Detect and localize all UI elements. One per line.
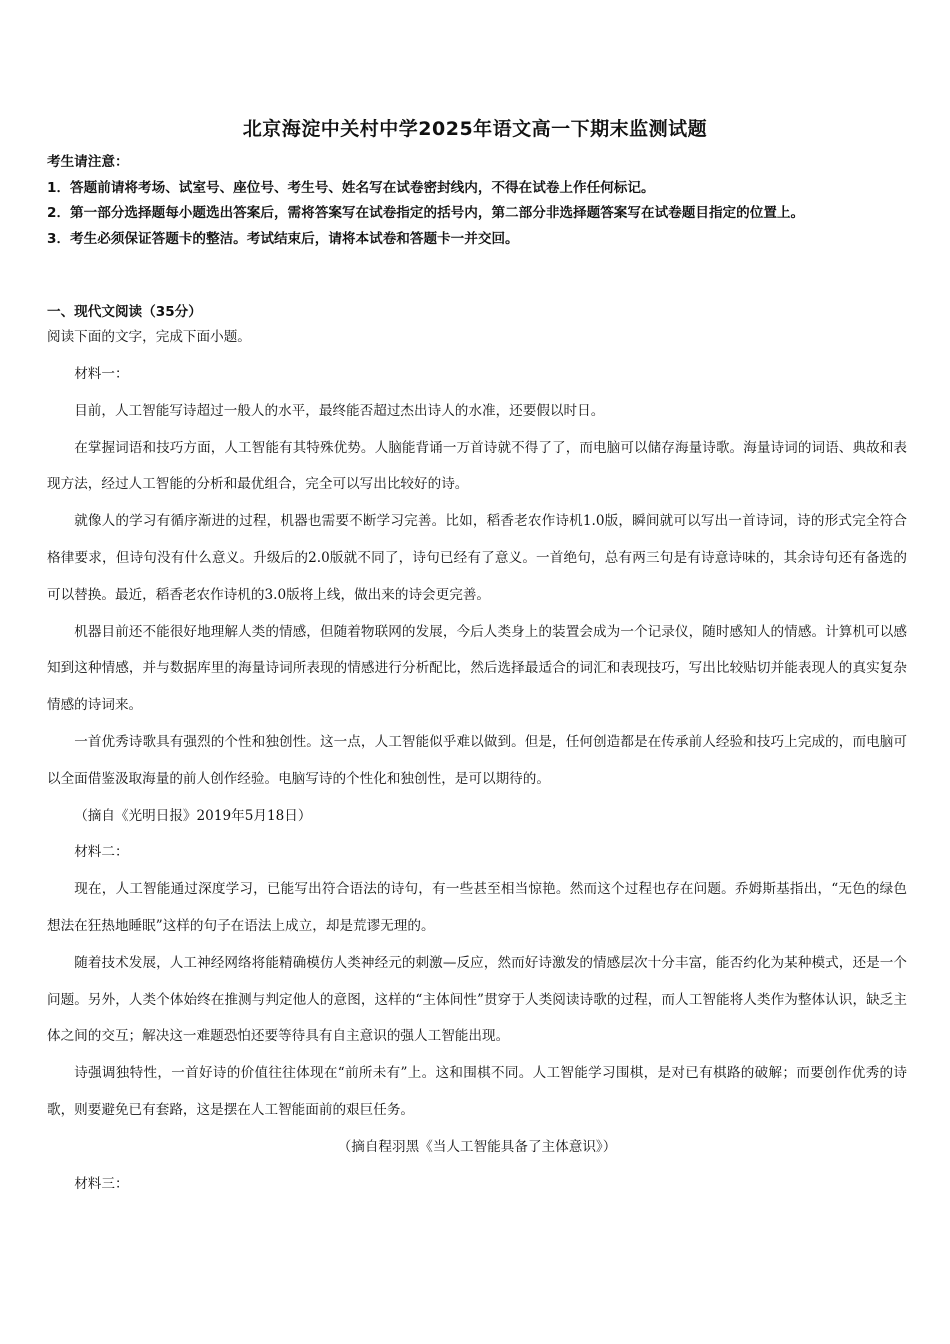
paragraph: 现在，人工智能通过深度学习，已能写出符合语法的诗句，有一些甚至相当惊艳。然而这个过程也存在问题。乔姆斯基指出，“无色的绿色想法在狂热地睡眠”这样的句子在语法上成立，却是荒谬无理的。 — [47, 881, 907, 934]
notice-item: 3．考生必须保证答题卡的整洁。考试结束后，请将本试卷和答题卡一并交回。 — [47, 230, 519, 247]
notice-item: 1．答题前请将考场、试室号、座位号、考生号、姓名写在试卷密封线内，不得在试卷上作任何标记。 — [47, 179, 655, 196]
paragraph: 诗强调独特性，一首好诗的价值往往体现在“前所未有”上。这和围棋不同。人工智能学习围棋，是对已有棋路的破解；而要创作优秀的诗歌，则要避免已有套路，这是摆在人工智能面前的艰巨任务。 — [47, 1065, 907, 1118]
section-instruction: 阅读下面的文字，完成下面小题。 — [47, 329, 251, 345]
paragraph: 机器目前还不能很好地理解人类的情感，但随着物联网的发展，今后人类身上的装置会成为一个记录仪，随时感知人的情感。计算机可以感知到这种情感，并与数据库里的海量诗词所表现的情感进行分析配比，然后选择最适合的词汇和表现技巧，写出比较贴切并能表现人的真实复杂情感的诗词来。 — [47, 623, 907, 714]
source-citation: （摘自《光明日报》2019年5月18日） — [74, 807, 312, 824]
section-title: 一、现代文阅读（35分） — [47, 304, 202, 320]
exam-notice — [47, 150, 907, 252]
material-label: 材料三： — [74, 1175, 129, 1192]
notice-item: 2．第一部分选择题每小题选出答案后，需将答案写在试卷指定的括号内，第二部分非选择题答案写在试卷题目指定的位置上。 — [47, 205, 805, 221]
material-label: 材料一： — [74, 366, 129, 382]
reading-passage — [47, 356, 907, 1202]
paragraph: 随着技术发展，人工神经网络将能精确模仿人类神经元的刺激—反应，然而好诗激发的情感层次十分丰富，能否约化为某种模式，还是一个问题。另外，人类个体始终在推测与判定他人的意图，这样的“主体间性”贯穿于人类阅读诗歌的过程，而人工智能将人类作为整体认识，缺乏主体之间的交互；解决这一难题恐怕还要等待具有自主意识的强人工智能出现。 — [47, 954, 907, 1045]
notice-heading: 考生请注意： — [47, 154, 129, 170]
source-citation: （摘自程羽黑《当人工智能具备了主体意识》） — [337, 1138, 617, 1155]
paragraph: 一首优秀诗歌具有强烈的个性和独创性。这一点，人工智能似乎难以做到。但是，任何创造都是在传承前人经验和技巧上完成的，而电脑可以全面借鉴汲取海量的前人创作经验。电脑写诗的个性化和独创性，是可以期待的。 — [47, 733, 907, 787]
paragraph: 就像人的学习有循序渐进的过程，机器也需要不断学习完善。比如，稻香老农作诗机1.0版，瞬间就可以写出一首诗词，诗的形式完全符合格律要求，但诗句没有什么意义。升级后的2.0版就不同了，诗句已经有了意义。一首绝句，总有两三句是有诗意诗味的，其余诗句还有备选的可以替换。最近，稻香老农作诗机的3.0版将上线，做出来的诗会更完善。 — [47, 513, 907, 603]
material-label: 材料二： — [74, 844, 129, 861]
page-title: 北京海淀中关村中学2025年语文高一下期末监测试题 — [242, 118, 708, 140]
paragraph: 目前，人工智能写诗超过一般人的水平，最终能否超过杰出诗人的水准，还要假以时日。 — [74, 402, 605, 419]
paragraph: 在掌握词语和技巧方面，人工智能有其特殊优势。人脑能背诵一万首诗就不得了了，而电脑可以储存海量诗歌。海量诗词的词语、典故和表现方法，经过人工智能的分析和最优组合，完全可以写出比较好的诗。 — [47, 439, 907, 493]
